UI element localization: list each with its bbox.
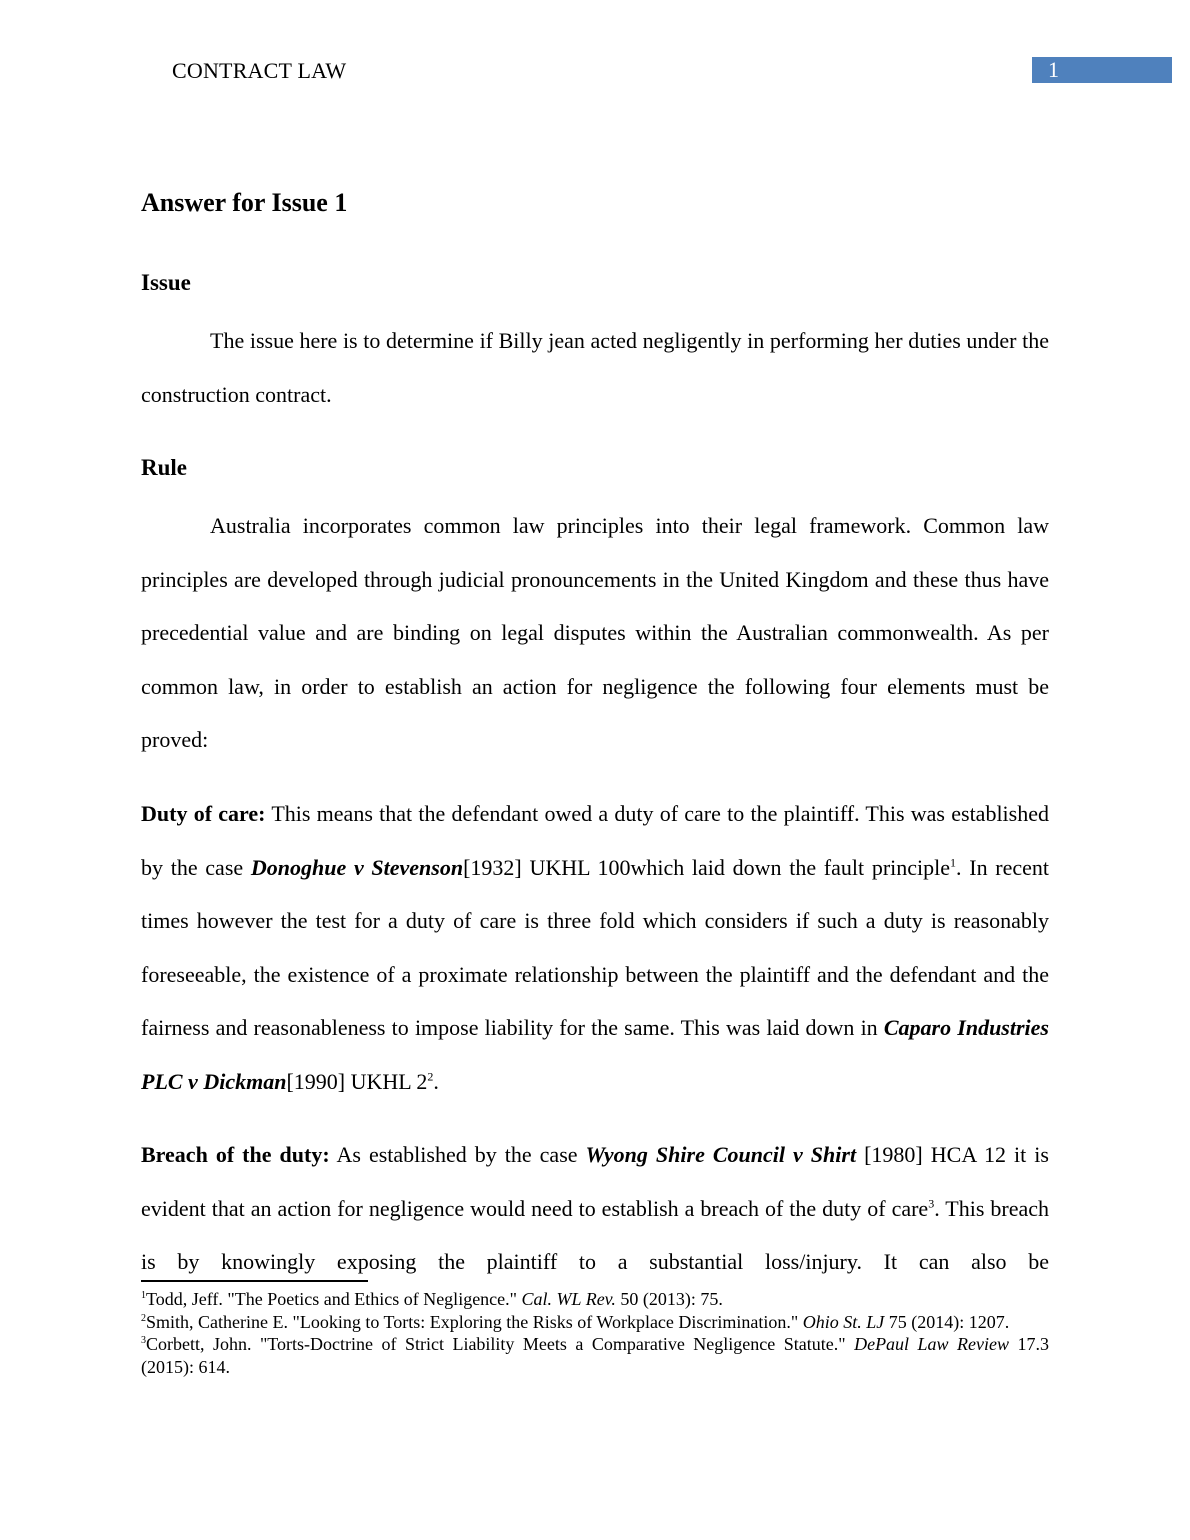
- case-donoghue: Donoghue v Stevenson: [250, 854, 464, 880]
- page-number: 1: [1048, 57, 1059, 82]
- footnote-ref-1[interactable]: 1: [950, 855, 957, 870]
- page-number-box: [1032, 57, 1172, 83]
- footnote: [141, 1288, 1049, 1311]
- footnote-separator: [141, 1280, 368, 1282]
- footnote-journal: Ohio St. LJ: [802, 1311, 885, 1332]
- footnote-text-after: 50 (2013): 75.: [615, 1289, 723, 1309]
- duty-text-5: .: [433, 1068, 439, 1094]
- duty-text-4: [1990] UKHL 2: [286, 1068, 428, 1094]
- rule-paragraph: Australia incorporates common law principles into their legal framework. Common law principles are developed through judicial pronouncements in the United Kingdom and these thus have precedential value and are binding on legal disputes within the Australian commonwealth. As per common law, in order to establish an action for negligence the following four elements must be proved:: [141, 513, 1049, 753]
- footnote-number: 3: [141, 1335, 146, 1346]
- footnote-text-after: 17.3 (2015): 614.: [141, 1334, 1049, 1377]
- case-wyong: Wyong Shire Council v Shirt: [585, 1142, 857, 1167]
- breach-paragraph: [141, 1128, 1049, 1289]
- footnote-text: Corbett, John. "Torts-Doctrine of Strict Liability Meets a Comparative Negligence Statute.": [146, 1334, 855, 1354]
- duty-of-care-paragraph: [141, 787, 1049, 1109]
- footnote-ref-2[interactable]: 2: [427, 1069, 434, 1084]
- issue-paragraph: The issue here is to determine if Billy jean acted negligently in performing her duties under the construction contract.: [141, 328, 1049, 407]
- duty-of-care-label: Duty of care:: [141, 801, 266, 826]
- duty-text-1: This means that the defendant owed a duty of care to the plaintiff. This was established by the case: [141, 801, 1049, 880]
- running-head: CONTRACT LAW: [172, 58, 347, 83]
- footnote-number: 2: [141, 1312, 146, 1324]
- footnote-text: Smith, Catherine E. "Looking to Torts: Exploring the Risks of Workplace Discrimination.": [146, 1311, 803, 1332]
- issue-heading: Issue: [141, 270, 191, 295]
- footnote-text: Todd, Jeff. "The Poetics and Ethics of Negligence.": [146, 1289, 522, 1309]
- breach-text-3: . This breach is by knowingly exposing the plaintiff to a substantial loss/injury. It can also be: [141, 1195, 1049, 1275]
- document-title: Answer for Issue 1: [141, 188, 348, 217]
- case-caparo: Caparo Industries PLC v Dickman: [141, 1015, 1049, 1094]
- rule-heading: Rule: [141, 455, 187, 480]
- breach-label: Breach of the duty:: [141, 1142, 330, 1167]
- breach-text-2: [1980] HCA 12 it is evident that an action for negligence would need to establish a breach of the duty of care: [141, 1142, 1049, 1221]
- duty-text-2: [1932] UKHL 100which laid down the fault principle: [463, 854, 951, 880]
- footnote-text-after: 75 (2014): 1207.: [884, 1311, 1010, 1332]
- footnotes: [141, 1288, 1049, 1378]
- footnote-number: 1: [141, 1290, 146, 1301]
- footnote: [141, 1311, 1049, 1334]
- footnote-journal: DePaul Law Review: [854, 1334, 1010, 1354]
- footnote-journal: Cal. WL Rev.: [521, 1289, 616, 1309]
- breach-text-1: As established by the case: [329, 1142, 586, 1167]
- duty-text-3: . In recent times however the test for a duty of care is three fold which considers if such a duty is reasonably foreseeable, the existence of a proximate relationship between the plaintiff and the defendant and the fairness and reasonableness to impose liability for the same. This was laid down in: [141, 854, 1050, 1041]
- footnote-ref-3[interactable]: 3: [928, 1196, 935, 1211]
- footnote: [141, 1333, 1049, 1378]
